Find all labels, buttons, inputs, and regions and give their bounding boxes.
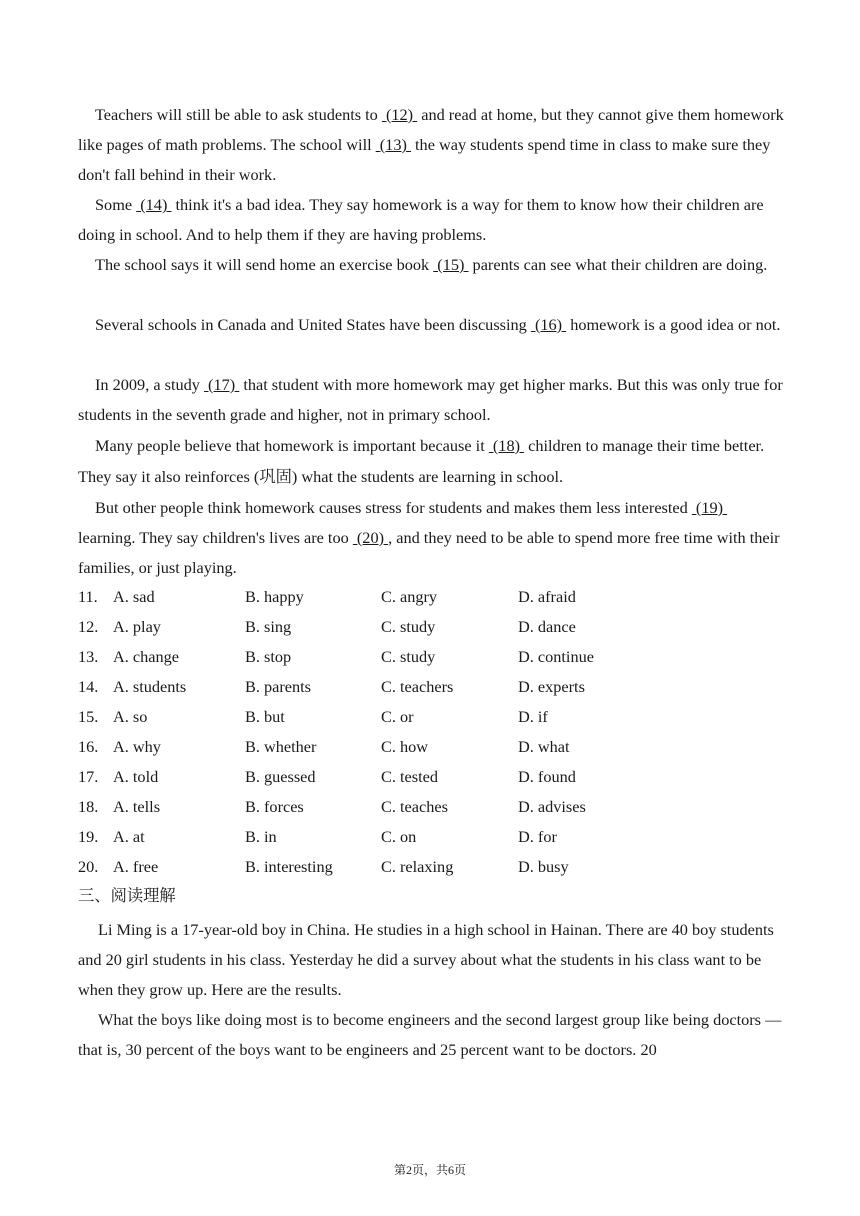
option-c: C. tested (381, 767, 438, 786)
cloze-text: Several schools in Canada and United States have been discussing (95, 315, 531, 334)
cloze-paragraph-7 (78, 493, 784, 583)
cloze-text: Teachers will still be able to ask students to (95, 105, 382, 124)
question-16 (78, 732, 778, 762)
page-footer: 第2页，共6页 (393, 1163, 466, 1177)
option-d: D. advises (518, 797, 586, 816)
question-18 (78, 792, 778, 822)
option-d: D. found (518, 767, 576, 786)
blank-12: (12) (381, 105, 418, 124)
option-a: A. play (113, 617, 161, 636)
question-13 (78, 642, 778, 672)
blank-15: (15) (433, 255, 469, 274)
option-a: A. sad (113, 587, 155, 606)
question-15 (78, 702, 778, 732)
option-b: B. guessed (245, 767, 316, 786)
option-c: C. teachers (381, 677, 454, 696)
cloze-paragraph-4 (78, 310, 784, 340)
option-a: A. free (113, 857, 159, 876)
option-b: B. in (245, 827, 277, 846)
option-c: C. study (381, 647, 436, 666)
cloze-text: parents can see what their children are doing. (468, 255, 768, 274)
option-b: B. but (245, 707, 285, 726)
option-a: A. students (113, 677, 187, 696)
option-c: C. or (381, 707, 414, 726)
question-number: 17. (78, 767, 99, 786)
option-b: B. forces (245, 797, 304, 816)
option-c: C. teaches (381, 797, 448, 816)
option-d: D. if (518, 707, 548, 726)
option-b: B. parents (245, 677, 312, 696)
cloze-text: think it's a bad idea. They say homework is a way for them to know how their children are doing in school. And to help them if they are having problems. (78, 195, 764, 244)
question-number: 20. (78, 857, 99, 876)
question-19 (78, 822, 778, 852)
cloze-text: But other people think homework causes stress for students and makes them less interested (95, 498, 692, 517)
option-b: B. whether (245, 737, 317, 756)
question-17 (78, 762, 778, 792)
blank-16: (16) (530, 315, 567, 334)
question-number: 16. (78, 737, 99, 756)
question-number: 12. (78, 617, 99, 636)
cloze-text: , and they need to be able to spend more free time with their families, or just playing. (78, 528, 780, 577)
option-d: D. what (518, 737, 570, 756)
option-d: D. for (518, 827, 557, 846)
cloze-text: Some (95, 195, 137, 214)
question-number: 19. (78, 827, 99, 846)
cloze-text: children to manage their time better. They say it also reinforces (巩固) what the students are learning in school. (78, 436, 765, 486)
option-b: B. stop (245, 647, 292, 666)
option-d: D. continue (518, 647, 594, 666)
blank-14: (14) (136, 195, 172, 214)
cloze-paragraph-5 (78, 370, 784, 430)
blank-20: (20) (352, 528, 389, 547)
cloze-text: Many people believe that homework is important because it (95, 436, 489, 455)
blank-18: (18) (488, 436, 525, 455)
question-20 (78, 852, 778, 882)
question-number: 18. (78, 797, 99, 816)
blank-17: (17) (203, 375, 240, 394)
cloze-text: In 2009, a study (95, 375, 204, 394)
blank-19: (19) (691, 498, 728, 517)
cloze-text: the way students spend time in class to make sure they don't fall behind in their work. (78, 135, 771, 184)
cloze-text: and read at home, but they cannot give them homework like pages of math problems. The school will (78, 105, 784, 154)
cloze-text: that student with more homework may get higher marks. But this was only true for students in the seventh grade and higher, not in primary school. (78, 375, 783, 424)
question-12 (78, 612, 778, 642)
option-c: C. how (381, 737, 429, 756)
question-number: 15. (78, 707, 99, 726)
option-c: C. study (381, 617, 436, 636)
option-b: B. sing (245, 617, 292, 636)
cloze-paragraph-6 (78, 430, 784, 492)
option-d: D. experts (518, 677, 585, 696)
option-a: A. change (113, 647, 179, 666)
question-14 (78, 672, 778, 702)
option-d: D. busy (518, 857, 569, 876)
option-a: A. so (113, 707, 148, 726)
option-c: C. on (381, 827, 417, 846)
cloze-paragraph-3 (78, 250, 784, 280)
question-number: 11. (78, 587, 98, 606)
section-heading: 三、阅读理解 (78, 886, 176, 905)
cloze-text: learning. They say children's lives are too (78, 528, 353, 547)
option-c: C. angry (381, 587, 438, 606)
option-c: C. relaxing (381, 857, 454, 876)
reading-paragraph-2: What the boys like doing most is to become engineers and the second largest group like being doctors — that is, 30 percent of the boys want to be engineers and 25 percent want to be doctors. 20 (78, 1010, 782, 1059)
option-a: A. at (113, 827, 145, 846)
question-11 (78, 582, 778, 612)
question-number: 14. (78, 677, 99, 696)
cloze-text: homework is a good idea or not. (566, 315, 781, 334)
option-a: A. why (113, 737, 161, 756)
option-d: D. afraid (518, 587, 576, 606)
question-number: 13. (78, 647, 99, 666)
option-a: A. told (113, 767, 159, 786)
blank-13: (13) (375, 135, 411, 154)
cloze-paragraph-2 (78, 190, 784, 250)
cloze-paragraph-1 (78, 100, 784, 190)
option-d: D. dance (518, 617, 576, 636)
reading-paragraph-1: Li Ming is a 17-year-old boy in China. He studies in a high school in Hainan. There are 40 boy students and 20 girl students in his class. Yesterday he did a survey about what the students in his class want to be when they grow up. Here are the results. (78, 920, 774, 999)
option-a: A. tells (113, 797, 161, 816)
cloze-text: The school says it will send home an exercise book (95, 255, 434, 274)
option-b: B. interesting (245, 857, 333, 876)
option-b: B. happy (245, 587, 304, 606)
